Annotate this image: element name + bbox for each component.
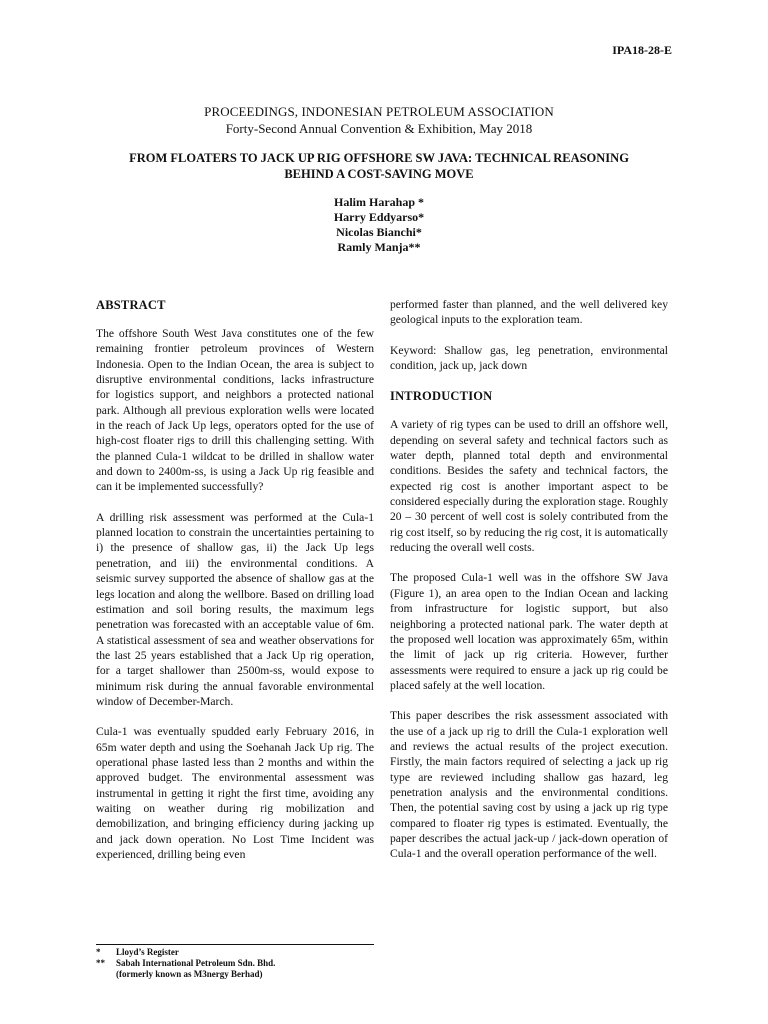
- abstract-paragraph: A drilling risk assessment was performed at the Cula-1 planned location to constrain the uncertainties pertaining to i) the presence of shallow gas, ii) the Jack Up legs penetration, and iii) the environmental conditions. A seismic survey supported the absence of shallow gas at the legs location and along the wellbore. Based on drilling load estimation and soil boring results, the maximum legs penetration was forecasted with an acceptable value of 6m. A statistical assessment of sea and weather observations for the last 25 years established that a Jack Up rig operation, for a target shallower than 2500m-ss, would expose to minimum risk during the annual favorable environmental window of December-March.: [96, 510, 374, 708]
- author: Ramly Manja**: [337, 240, 421, 254]
- footnote-divider: [96, 944, 374, 945]
- footnotes: [96, 947, 396, 980]
- introduction-heading: INTRODUCTION: [390, 389, 493, 404]
- title-line-1: FROM FLOATERS TO JACK UP RIG OFFSHORE SW JAVA: TECHNICAL REASONING: [129, 151, 629, 165]
- footnote: [96, 947, 396, 958]
- introduction-paragraph: This paper describes the risk assessment associated with the use of a jack up rig to drill the Cula-1 exploration well and reviews the actual results of the project execution. Firstly, the main factors required of selecting a jack up rig type are reviewed including shallow gas hazard, leg penetration analysis and the environmental conditions. Then, the potential saving cost by using a jack up rig type compared to floater rig types is estimated. Eventually, the paper describes the actual jack-up / jack-down operation of Cula-1 and the overall operation performance of the well.: [390, 709, 668, 861]
- abstract-paragraph: Cula-1 was eventually spudded early February 2016, in 65m water depth and using the Soehanah Jack Up rig. The operational phase lasted less than 2 months and within the approved budget. The environmental assessment was instrumental in getting it right the first time, avoiding any waiting on weather during rig mobilization and demobilization, and bringing efficiency during jacking up and jack down operation. No Lost Time Incident was experienced, drilling being even: [96, 725, 374, 861]
- paper-header: [96, 103, 662, 255]
- footnote: [96, 958, 396, 969]
- left-column: [96, 297, 374, 862]
- abstract-paragraph-continued: performed faster than planned, and the well delivered key geological inputs to the exploration team.: [390, 298, 668, 327]
- footnote-text: Sabah International Petroleum Sdn. Bhd.: [116, 958, 276, 968]
- footnote-text: Lloyd’s Register: [116, 947, 179, 957]
- paper-title: [96, 150, 662, 182]
- author: Nicolas Bianchi*: [336, 225, 422, 239]
- title-line-2: BEHIND A COST-SAVING MOVE: [284, 167, 474, 181]
- author: Harry Eddyarso*: [333, 210, 425, 224]
- convention-line: Forty-Second Annual Convention & Exhibition, May 2018: [225, 121, 533, 136]
- footnote-text-continued: (formerly known as M3nergy Berhad): [116, 969, 263, 979]
- author: Halim Harahap *: [333, 195, 424, 209]
- keywords: Keyword: Shallow gas, leg penetration, environmental condition, jack up, jack down: [390, 343, 668, 373]
- abstract-heading: ABSTRACT: [96, 298, 166, 312]
- introduction-paragraph: The proposed Cula-1 well was in the offshore SW Java (Figure 1), an area open to the Indian Ocean and lacking from infrastructure for logistic support, but also neighboring a protected national park. The water depth at the proposed well location was approximately 65m, within the limit of jack up rig criteria. However, further assessments were required to ensure a jack up rig could be placed safely at the well location.: [390, 571, 668, 692]
- abstract-paragraph: The offshore South West Java constitutes one of the few remaining frontier petroleum provinces of Western Indonesia. Open to the Indian Ocean, the area is subject to disruptive environmental conditions, lacks infrastructure for logistics support, and neighbors a protected national park. Although all previous exploration wells were located in the reach of Jack Up legs, operators opted for the use of high-cost floater rigs to drill this challenging setting. With the planned Cula-1 wildcat to be drilled in shallow water and down to 2400m-ss, is using a Jack Up rig feasible and can it be implemented successfully?: [96, 327, 374, 494]
- footnote-mark: *: [96, 947, 101, 957]
- author-list: [96, 195, 662, 255]
- introduction-paragraph: A variety of rig types can be used to drill an offshore well, depending on several safety and technical factors such as water depth, planned total depth and environmental conditions. Besides the safety and technical factors, the expected rig cost is another important aspect to be considered especially during the exploration stage. Roughly 20 – 30 percent of well cost is solely contributed from the rig cost itself, so by reducing the rig cost, it is automatically reducing the overall well costs.: [390, 418, 668, 555]
- footnote-mark: **: [96, 958, 105, 968]
- proceedings-line: PROCEEDINGS, INDONESIAN PETROLEUM ASSOCIATION: [204, 104, 554, 119]
- paper-id: IPA18-28-E: [612, 43, 672, 57]
- right-column: [390, 297, 668, 877]
